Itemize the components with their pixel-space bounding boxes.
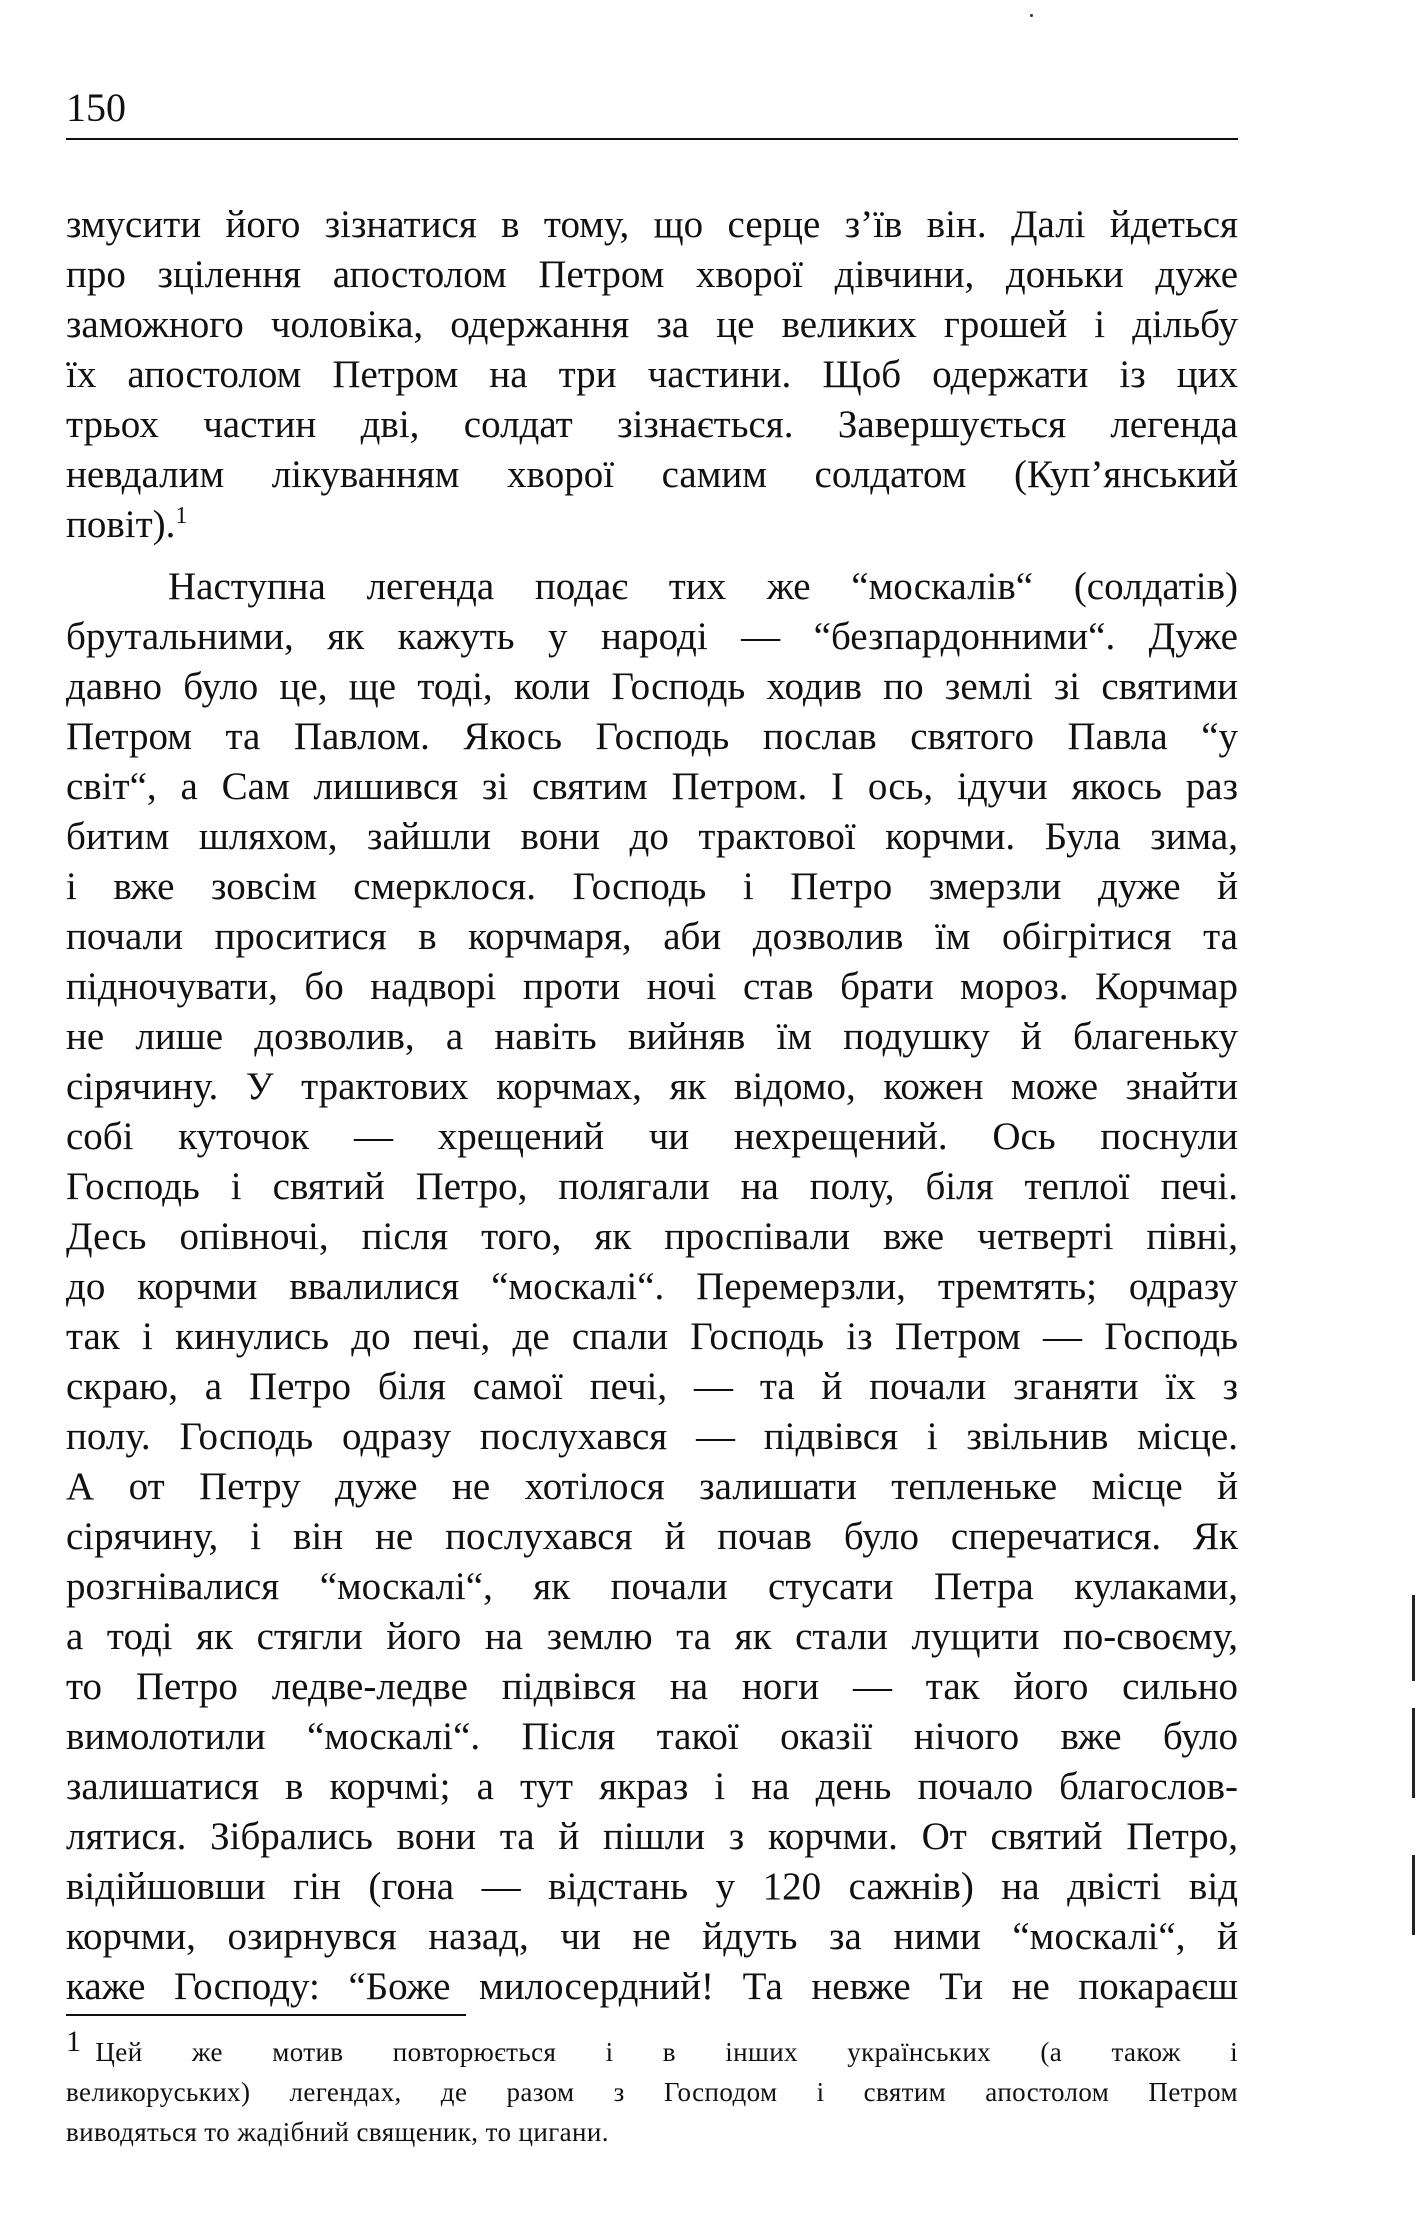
page-number: 150: [66, 85, 126, 130]
footnote-line-text: Цей же мотив повторюється і в інших українських (а також і: [95, 2037, 1238, 2067]
text-line: сірячину, і він не послухався й почав було сперечатися. Як: [66, 1515, 1238, 1558]
footnote-reference: 1: [175, 503, 188, 529]
footnote-marker: 1: [66, 2025, 82, 2058]
text-line: брутальними, як кажуть у народі — “безпардонними“. Дуже: [66, 615, 1238, 658]
text-line: сірячину. У трактових корчмах, як відомо, кожен може знайти: [66, 1065, 1238, 1108]
footnote-line: виводяться то жадібний священик, то цигани.: [66, 2117, 609, 2147]
paragraph-1: [66, 200, 1238, 550]
text-line: трьох частин дві, солдат зізнається. Завершується легенда: [66, 403, 1238, 446]
text-line: то Петро ледве-ледве підвівся на ноги — так його сильно: [66, 1665, 1238, 1708]
text-line: скраю, а Петро біля самої печі, — та й почали зганяти їх з: [66, 1365, 1238, 1408]
paragraph-2: [66, 562, 1238, 2012]
text-line: світ“, а Сам лишився зі святим Петром. І ось, ідучи якось раз: [66, 765, 1238, 808]
text-line: залишатися в корчмі; а тут якраз і на день почало благослов-: [66, 1765, 1238, 1808]
text-line: їх апостолом Петром на три частини. Щоб одержати із цих: [66, 353, 1238, 396]
text-line: А от Петру дуже не хотілося залишати тепленьке місце й: [66, 1465, 1238, 1508]
text-line: корчми, озирнувся назад, чи не йдуть за ними “москалі“, й: [66, 1915, 1238, 1958]
text-line: почали проситися в корчмаря, аби дозволив їм обігрітися та: [66, 915, 1238, 958]
footnote: [66, 2025, 1238, 2152]
text-line: вимолотили “москалі“. Після такої оказії нічого вже було: [66, 1715, 1238, 1758]
main-text: [66, 200, 1238, 2012]
text-line: собі куточок — хрещений чи нехрещений. Ось поснули: [66, 1115, 1238, 1158]
text-line: лятися. Зібрались вони та й пішли з корчми. От святий Петро,: [66, 1815, 1238, 1858]
text-line: битим шляхом, зайшли вони до трактової корчми. Була зима,: [66, 815, 1238, 858]
text-line: Наступна легенда подає тих же “москалів“ (солдатів): [168, 565, 1238, 608]
text-line: Десь опівночі, після того, як проспівали вже четверті півні,: [66, 1215, 1238, 1258]
text-line: підночувати, бо надворі проти ночі став брати мороз. Корчмар: [66, 965, 1238, 1008]
footnote-rule: [66, 2014, 466, 2016]
scan-margin-mark: [1412, 1708, 1415, 1798]
text-line: давно було це, ще тоді, коли Господь ходив по землі зі святими: [66, 665, 1238, 708]
text-line: [66, 500, 1238, 550]
text-line: полу. Господь одразу послухався — підвівся і звільнив місце.: [66, 1415, 1238, 1458]
text-line: а тоді як стягли його на землю та як стали лущити по-своєму,: [66, 1615, 1238, 1658]
text-line: до корчми ввалилися “москалі“. Перемерзли, тремтять; одразу: [66, 1265, 1238, 1308]
text-line: Петром та Павлом. Якось Господь послав святого Павла “у: [66, 715, 1238, 758]
text-line: невдалим лікуванням хворої самим солдатом (Куп’янський: [66, 453, 1238, 496]
text-line: так і кинулись до печі, де спали Господь із Петром — Господь: [66, 1315, 1238, 1358]
footnote-line: [66, 2025, 1238, 2072]
text-line-content: повіт).: [66, 503, 176, 546]
text-line: відійшовши гін (гона — відстань у 120 сажнів) на двісті від: [66, 1865, 1238, 1908]
scan-margin-mark: [1412, 1595, 1415, 1681]
text-line: Господь і святий Петро, полягали на полу, біля теплої печі.: [66, 1165, 1238, 1208]
scan-margin-mark: [1412, 1855, 1415, 1935]
text-line: про зцілення апостолом Петром хворої дівчини, доньки дуже: [66, 253, 1238, 296]
text-line: розгнівалися “москалі“, як почали стусати Петра кулаками,: [66, 1565, 1238, 1608]
footnote-line: великоруських) легендах, де разом з Господом і святим апостолом Петром: [66, 2077, 1238, 2107]
text-line: заможного чоловіка, одержання за це великих грошей і дільбу: [66, 303, 1238, 346]
scan-speck: [1030, 14, 1033, 17]
text-line: не лише дозволив, а навіть вийняв їм подушку й благеньку: [66, 1015, 1238, 1058]
text-line: каже Господу: “Боже милосердний! Та невже Ти не покараєш: [66, 1965, 1238, 2008]
header-rule: [66, 138, 1238, 140]
text-line: змусити його зізнатися в тому, що серце з’їв він. Далі йдеться: [66, 203, 1238, 246]
text-line: і вже зовсім смерклося. Господь і Петро змерзли дуже й: [66, 865, 1238, 908]
